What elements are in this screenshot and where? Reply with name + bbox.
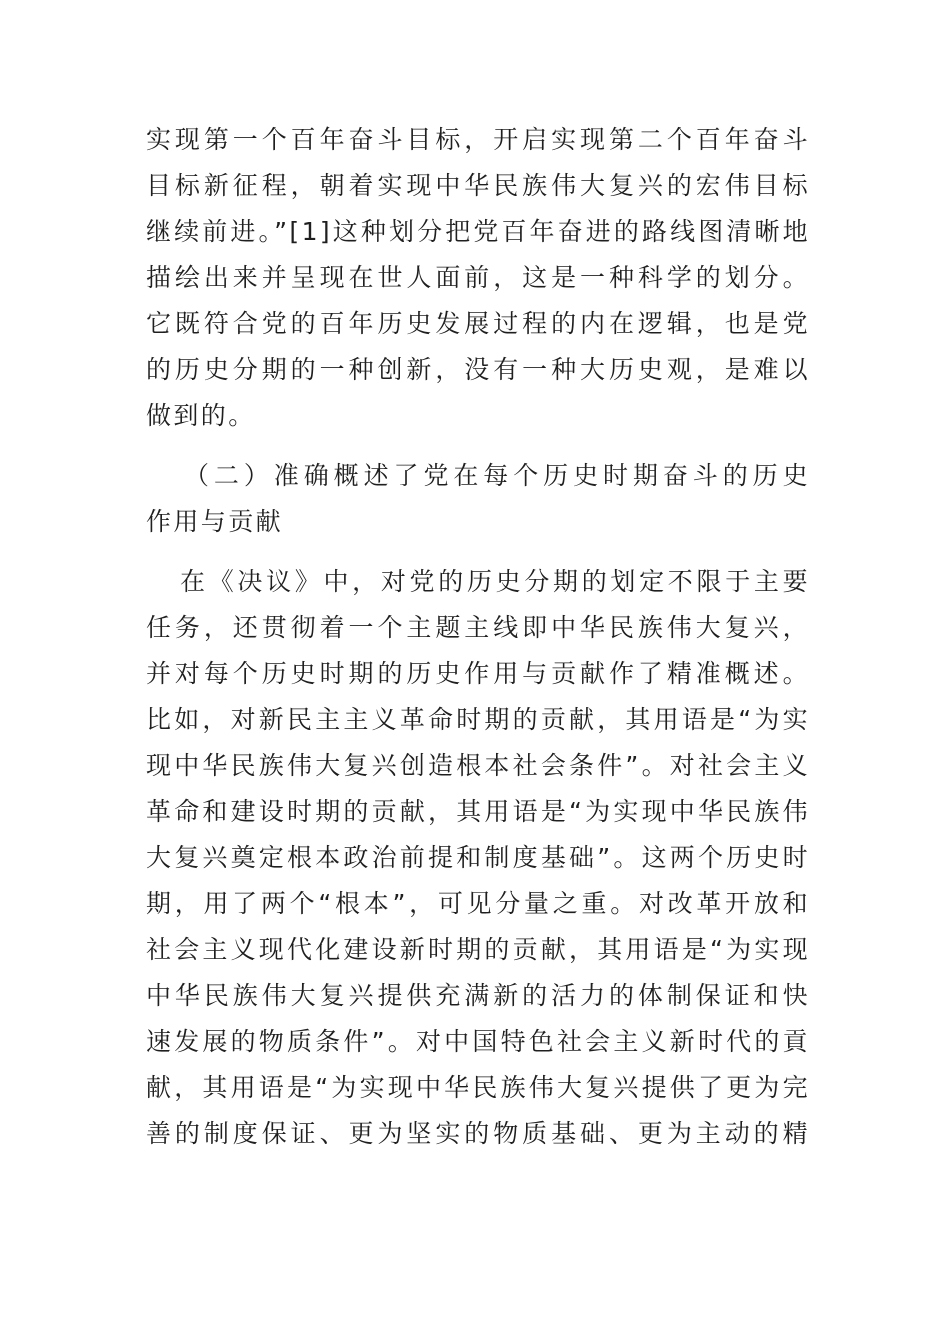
text-line: 速发展的物质条件”。对中国特色社会主义新时代的貢: [146, 1027, 810, 1056]
text-line: 善的制度保证、更为坚实的物质基础、更为主动的精: [146, 1119, 810, 1148]
text-line: 大复兴奠定根本政治前提和制度基础”。这两个历史时: [146, 843, 810, 872]
paragraph-2: [146, 559, 810, 1157]
text-line: 做到的。: [146, 401, 256, 430]
text-line: 目标新征程，朝着实现中华民族伟大复兴的宏伟目标: [146, 171, 810, 200]
text-line: 实现第一个百年奋斗目标，开启实现第二个百年奋斗: [146, 125, 810, 154]
text-line: 继续前进。”[1]这种划分把党百年奋进的路线图清晰地: [146, 217, 810, 246]
text-line: 的历史分期的一种创新，没有一种大历史观，是难以: [146, 355, 810, 384]
text-line: 它既符合党的百年历史发展过程的内在逻辑，也是党: [146, 309, 810, 338]
text-line: 现中华民族伟大复兴创造根本社会条件”。对社会主义: [146, 751, 810, 780]
text-line: 中华民族伟大复兴提供充满新的活力的体制保证和快: [146, 981, 810, 1010]
text-line: 任务，还贯彻着一个主题主线即中华民族伟大复兴，: [146, 613, 810, 642]
text-line: 献，其用语是“为实现中华民族伟大复兴提供了更为完: [146, 1073, 810, 1102]
text-line: 比如，对新民主主义革命时期的贡献，其用语是“为实: [146, 705, 810, 734]
text-line: 社会主义现代化建设新时期的贡献，其用语是“为实现: [146, 935, 810, 964]
document-body: [146, 117, 810, 1157]
text-line: 并对每个历史时期的历史作用与贡献作了精准概述。: [146, 659, 810, 688]
heading-line: 作用与贡献: [146, 507, 284, 536]
paragraph-1: [146, 117, 810, 439]
text-line: 描绘出来并呈现在世人面前，这是一种科学的划分。: [146, 263, 810, 292]
section-heading: [146, 453, 810, 545]
text-line: 期，用了两个“根本”，可见分量之重。对改革开放和: [146, 889, 810, 918]
text-line: 在《决议》中，对党的历史分期的划定不限于主要: [180, 567, 810, 596]
text-line: 革命和建设时期的贡献，其用语是“为实现中华民族伟: [146, 797, 810, 826]
heading-line: （二）准确概述了党在每个历史时期奋斗的历史: [184, 461, 810, 490]
